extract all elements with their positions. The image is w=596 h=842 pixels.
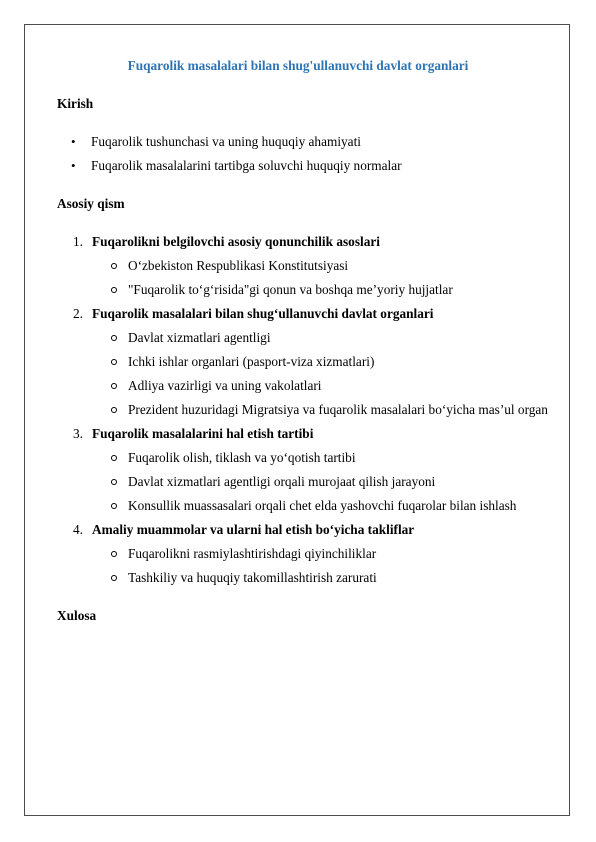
heading-asosiy-qism: Asosiy qism <box>57 196 125 211</box>
section-title: Fuqarolik masalalari bilan shug‘ullanuvchi davlat organlari <box>92 306 434 321</box>
list-item-text: Davlat xizmatlari agentligi <box>128 330 271 345</box>
list-item-text: Konsullik muassasalari orqali chet elda yashovchi fuqarolar bilan ishlash <box>128 498 517 513</box>
asosiy-sections <box>57 234 557 594</box>
list-item <box>57 446 557 470</box>
bullet-icon: • <box>71 134 76 149</box>
section-title: Fuqarolik masalalarini hal etish tartibi <box>92 426 314 441</box>
list-item <box>57 398 557 422</box>
bullet-icon: • <box>71 158 76 173</box>
circle-bullet-icon <box>111 263 117 269</box>
list-item: • Fuqarolik masalalarini tartibga soluvchi huquqiy normalar <box>71 158 402 173</box>
circle-bullet-icon <box>111 407 117 413</box>
list-item-text: "Fuqarolik to‘g‘risida"gi qonun va boshqa me’yoriy hujjatlar <box>128 282 453 297</box>
circle-bullet-icon <box>111 455 117 461</box>
list-item <box>57 542 557 566</box>
section-number: 1. <box>73 234 83 249</box>
list-item <box>57 374 557 398</box>
list-item-text: Davlat xizmatlari agentligi orqali murojaat qilish jarayoni <box>128 474 436 489</box>
circle-bullet-icon <box>111 575 117 581</box>
list-item <box>57 326 557 350</box>
circle-bullet-icon <box>111 479 117 485</box>
section-title: Fuqarolikni belgilovchi asosiy qonunchilik asoslari <box>92 234 380 249</box>
circle-bullet-icon <box>111 383 117 389</box>
circle-bullet-icon <box>111 503 117 509</box>
list-item <box>57 566 557 590</box>
list-item-text: O‘zbekiston Respublikasi Konstitutsiyasi <box>128 258 349 273</box>
circle-bullet-icon <box>111 359 117 365</box>
list-item <box>57 350 557 374</box>
list-item-text: Adliya vazirligi va uning vakolatlari <box>128 378 322 393</box>
circle-bullet-icon <box>111 335 117 341</box>
list-item: • Fuqarolik tushunchasi va uning huquqiy ahamiyati <box>71 134 361 149</box>
list-item <box>57 254 557 278</box>
heading-xulosa: Xulosa <box>57 608 97 623</box>
section-number: 4. <box>73 522 83 537</box>
list-item-text: Tashkiliy va huquqiy takomillashtirish zarurati <box>128 570 377 585</box>
list-item <box>57 494 557 518</box>
document-title: Fuqarolik masalalari bilan shug'ullanuvchi davlat organlari <box>127 58 469 73</box>
section-number: 2. <box>73 306 83 321</box>
circle-bullet-icon <box>111 287 117 293</box>
list-item <box>57 470 557 494</box>
list-item-text: Ichki ishlar organlari (pasport-viza xizmatlari) <box>128 354 375 369</box>
section-number: 3. <box>73 426 83 441</box>
heading-kirish: Kirish <box>57 96 94 111</box>
section-title: Amaliy muammolar va ularni hal etish bo‘yicha takliflar <box>92 522 415 537</box>
circle-bullet-icon <box>111 551 117 557</box>
list-item-text: Fuqarolik olish, tiklash va yo‘qotish tartibi <box>128 450 356 465</box>
list-item-text: Fuqarolikni rasmiylashtirishdagi qiyinchiliklar <box>128 546 377 561</box>
list-item-text: Prezident huzuridagi Migratsiya va fuqarolik masalalari bo‘yicha mas’ul organ <box>128 402 548 417</box>
kirish-list <box>57 134 402 182</box>
list-item <box>57 278 557 302</box>
